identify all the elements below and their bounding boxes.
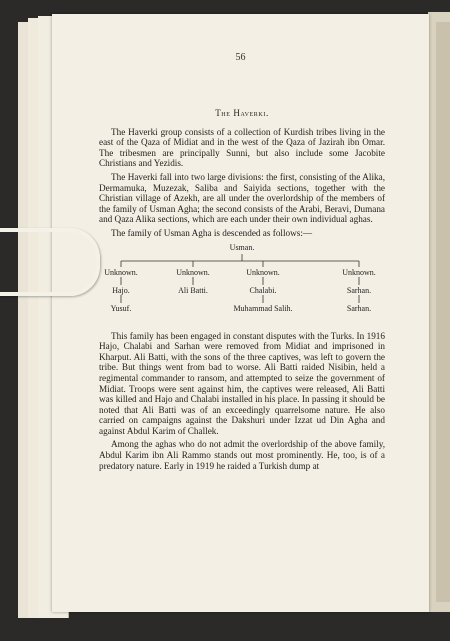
tree-son: Ali Batti. <box>178 285 208 295</box>
book-spine-shadow <box>436 22 450 602</box>
tree-grandson: Muhammad Salih. <box>233 303 293 313</box>
tree-son: Hajo. <box>112 285 130 295</box>
book-page <box>52 14 429 612</box>
page-content <box>99 108 385 474</box>
tree-root: Usman. <box>229 242 255 252</box>
tree-child: Unknown. <box>246 267 280 277</box>
tree-son: Sarhan. <box>346 285 372 295</box>
tree-grandson: Sarhan. <box>346 303 372 313</box>
paragraph: The Haverki fall into two large divisions: the first, consisting of the Alika, Dermamuka, Muzezak, Saliba and Saiyida sections, together with the Christian village of Azekh, are all under the overlordship of the members of the family of Usman Agha; the second consists of the Arabi, Beravi, Dumana and Qaza Alika sections, which are each under their own individual aghas. <box>99 171 385 225</box>
page-number: 56 <box>235 52 246 63</box>
string-loop <box>0 228 100 296</box>
family-tree <box>99 243 385 325</box>
tree-child: Unknown. <box>342 267 376 277</box>
section-title: The Haverki. <box>215 108 269 118</box>
tree-son: Chalabi. <box>249 285 277 295</box>
tree-grandson: Yusuf. <box>110 303 132 313</box>
paragraph: The Haverki group consists of a collection of Kurdish tribes living in the east of the Qaza of Midiat and in the west of the Qaza of Jazirah ibn Omar. The tribesmen are principally Sunni, but also include some Jacobite Christians and Yezidis. <box>99 126 385 169</box>
tree-child: Unknown. <box>104 267 138 277</box>
paragraph: This family has been engaged in constant disputes with the Turks. In 1916 Hajo, Chalabi and Sarhan were removed from Midiat and imprisoned in Kharput. Ali Batti, with the sons of the three captives, was left to govern the tribe. But things went from bad to worse. Ali Batti raided Nisibin, held a regimental commander to ransom, and attempted to seize the government of Midiat. Troops were sent against him, the captives were released, Ali Batti was killed and Hajo and Chalabi installed in his place. In passing it should be noted that Ali Batti was of an exceedingly quarrelsome nature. He also carried on campaigns against the Dakshuri under Izzat ud Din Agha and against Abdul Karim of Challek. <box>99 330 385 436</box>
tree-child: Unknown. <box>176 267 210 277</box>
paragraph: Among the aghas who do not admit the overlordship of the above family, Abdul Karim ibn Ali Rammo stands out most prominently. He, too, is of a predatory nature. Early in 1919 he raided a Turkish dump at <box>99 439 385 471</box>
paragraph: The family of Usman Agha is descended as follows:— <box>111 227 313 238</box>
